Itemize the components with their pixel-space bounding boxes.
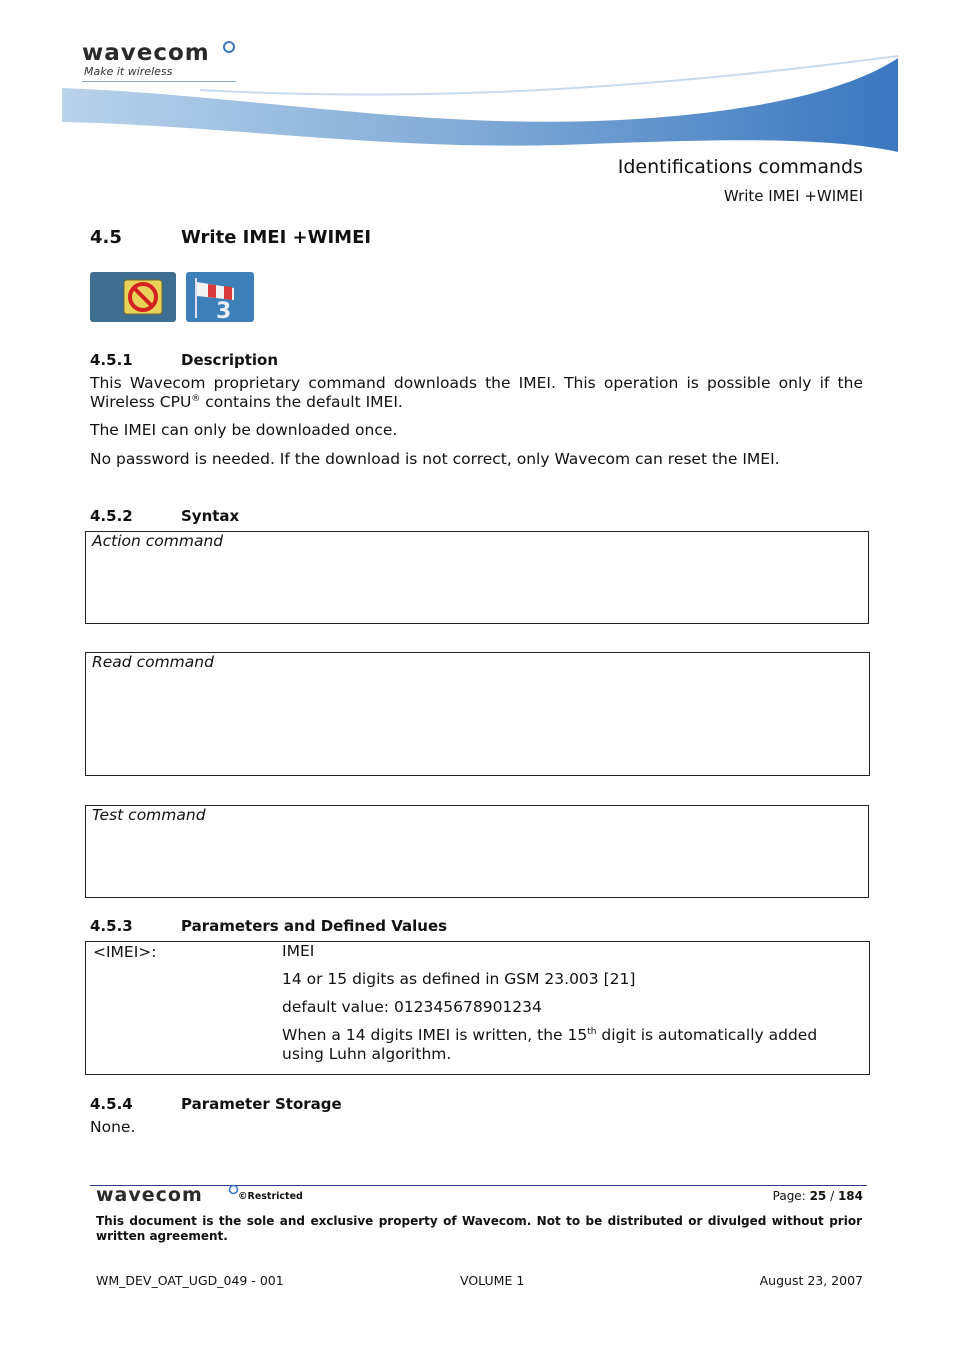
- footer-restricted: ©Restricted: [238, 1191, 303, 1202]
- storage-title: Parameter Storage: [181, 1095, 342, 1113]
- running-section-subtitle: Write IMEI +WIMEI: [723, 187, 863, 205]
- parameters-table: [85, 941, 870, 1075]
- footer-rule: [90, 1185, 867, 1186]
- parameters-number: 4.5.3: [90, 917, 133, 935]
- registered-mark: ®: [191, 393, 201, 404]
- storage-heading: [90, 1095, 342, 1113]
- description-heading: [90, 351, 278, 369]
- parameter-line-4: [282, 1026, 852, 1064]
- parameter-line-3: default value: 012345678901234: [282, 998, 542, 1016]
- parameter-line-1: IMEI: [282, 942, 315, 960]
- footer-date: August 23, 2007: [759, 1273, 863, 1288]
- footer-wavecom-logo: wavecom: [96, 1184, 203, 1206]
- action-command-label: Action command: [92, 532, 224, 550]
- footer-notice: This document is the sole and exclusive property of Wavecom. Not to be distributed or divulged without prior written agreement.: [96, 1214, 862, 1243]
- description-p1-text: This Wavecom proprietary command downloads the IMEI. This operation is possible only if the Wireless CPU: [90, 374, 863, 411]
- parameter-line-4-text: When a 14 digits IMEI is written, the 15: [282, 1026, 588, 1044]
- test-command-label: Test command: [92, 806, 206, 824]
- footer-page-number: [773, 1189, 863, 1203]
- pin-not-required-icon: [90, 272, 176, 322]
- footer-volume: VOLUME 1: [460, 1273, 525, 1288]
- description-title: Description: [181, 351, 279, 369]
- ordinal-suffix: th: [587, 1026, 597, 1037]
- windsock-3-icon: [186, 272, 254, 322]
- header-swoosh-graphic: [0, 50, 954, 160]
- running-section-title: Identifications commands: [617, 156, 863, 178]
- syntax-number: 4.5.2: [90, 507, 133, 525]
- read-command-box: [85, 652, 870, 776]
- parameter-name: <IMEI>:: [93, 943, 157, 961]
- parameters-heading: [90, 917, 447, 935]
- wavecom-logo: wavecom: [82, 40, 210, 66]
- storage-text: None.: [90, 1118, 136, 1136]
- section-heading: [90, 227, 371, 248]
- syntax-heading: [90, 507, 239, 525]
- page-current: 25: [809, 1189, 827, 1203]
- parameters-title: Parameters and Defined Values: [181, 917, 448, 935]
- read-command-label: Read command: [92, 653, 214, 671]
- syntax-title: Syntax: [181, 507, 240, 525]
- action-command-box: [85, 531, 869, 624]
- page-separator: /: [826, 1189, 838, 1203]
- section-title: Write IMEI +WIMEI: [181, 227, 372, 248]
- storage-number: 4.5.4: [90, 1095, 133, 1113]
- svg-text:3: 3: [216, 299, 232, 322]
- description-paragraph-2: The IMEI can only be downloaded once.: [90, 421, 398, 439]
- page-total: 184: [837, 1189, 863, 1203]
- footer-doc-ref: WM_DEV_OAT_UGD_049 - 001: [96, 1273, 284, 1288]
- parameter-line-2: 14 or 15 digits as defined in GSM 23.003 [21]: [282, 970, 636, 988]
- test-command-box: [85, 805, 869, 898]
- description-number: 4.5.1: [90, 351, 133, 369]
- description-paragraph-3: No password is needed. If the download is not correct, only Wavecom can reset the IMEI.: [90, 450, 780, 468]
- description-paragraph-1: [90, 374, 863, 412]
- parameter-line-4-tail: digit is automatically added using Luhn algorithm.: [282, 1026, 818, 1063]
- logo-tagline: Make it wireless: [84, 65, 173, 78]
- page-label: Page:: [772, 1189, 806, 1203]
- description-p1-tail: contains the default IMEI.: [200, 393, 403, 411]
- section-number: 4.5: [90, 227, 122, 248]
